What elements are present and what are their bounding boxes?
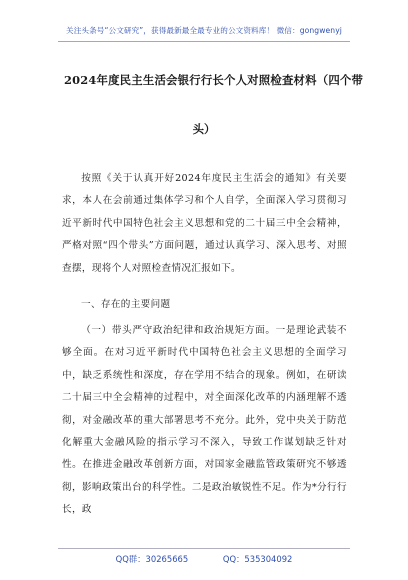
header-banner: 关注头条号“公文研究”，获得最新最全最专业的公文资料库！ 微信：gongwenyj (66, 26, 342, 35)
footer-qq: QQ：535304092 (222, 554, 293, 564)
document-title-line2: 头） (192, 122, 216, 136)
header-divider (58, 41, 350, 42)
body-paragraph: （一）带头严守政治纪律和政治规矩方面。一是理论武装不够全面。在对习近平新时代中国特色社会主义思想的全面学习中，缺乏系统性和深度，存在学用不结合的现象。例如，在研读二十届三中全会精神的过程中，对全面深化改革的内涵理解不透彻，对金融改革的重大部署思考不充分。此外，党中央关于防范化解重大金融风险的指示学习不深入，导致工作谋划缺乏针对性。在推进金融改革创新方面，对国家金融监管政策研究不够透彻，影响政策出台的科学性。二是政治敏锐性不足。作为*分行行长，政 (62, 325, 347, 516)
section-heading: 一、存在的主要问题 (81, 299, 171, 310)
footer (0, 553, 408, 565)
footer-qq-group: QQ群：30265665 (115, 554, 189, 564)
document-title-line1: 2024年度民主生活会银行行长个人对照检查材料（四个带 (64, 73, 364, 87)
intro-paragraph: 按照《关于认真开好2024年度民主生活会的通知》有关要求，本人在会前通过集体学习和个人自学，全面深入学习贯彻习近平新时代中国特色社会主义思想和党的二十届三中全会精神，严格对照“四个带头”方面问题，通过认真学习、深入思考、对照查摆，现将个人对照检查情况汇报如下。 (62, 173, 347, 274)
footer-divider (58, 548, 350, 549)
